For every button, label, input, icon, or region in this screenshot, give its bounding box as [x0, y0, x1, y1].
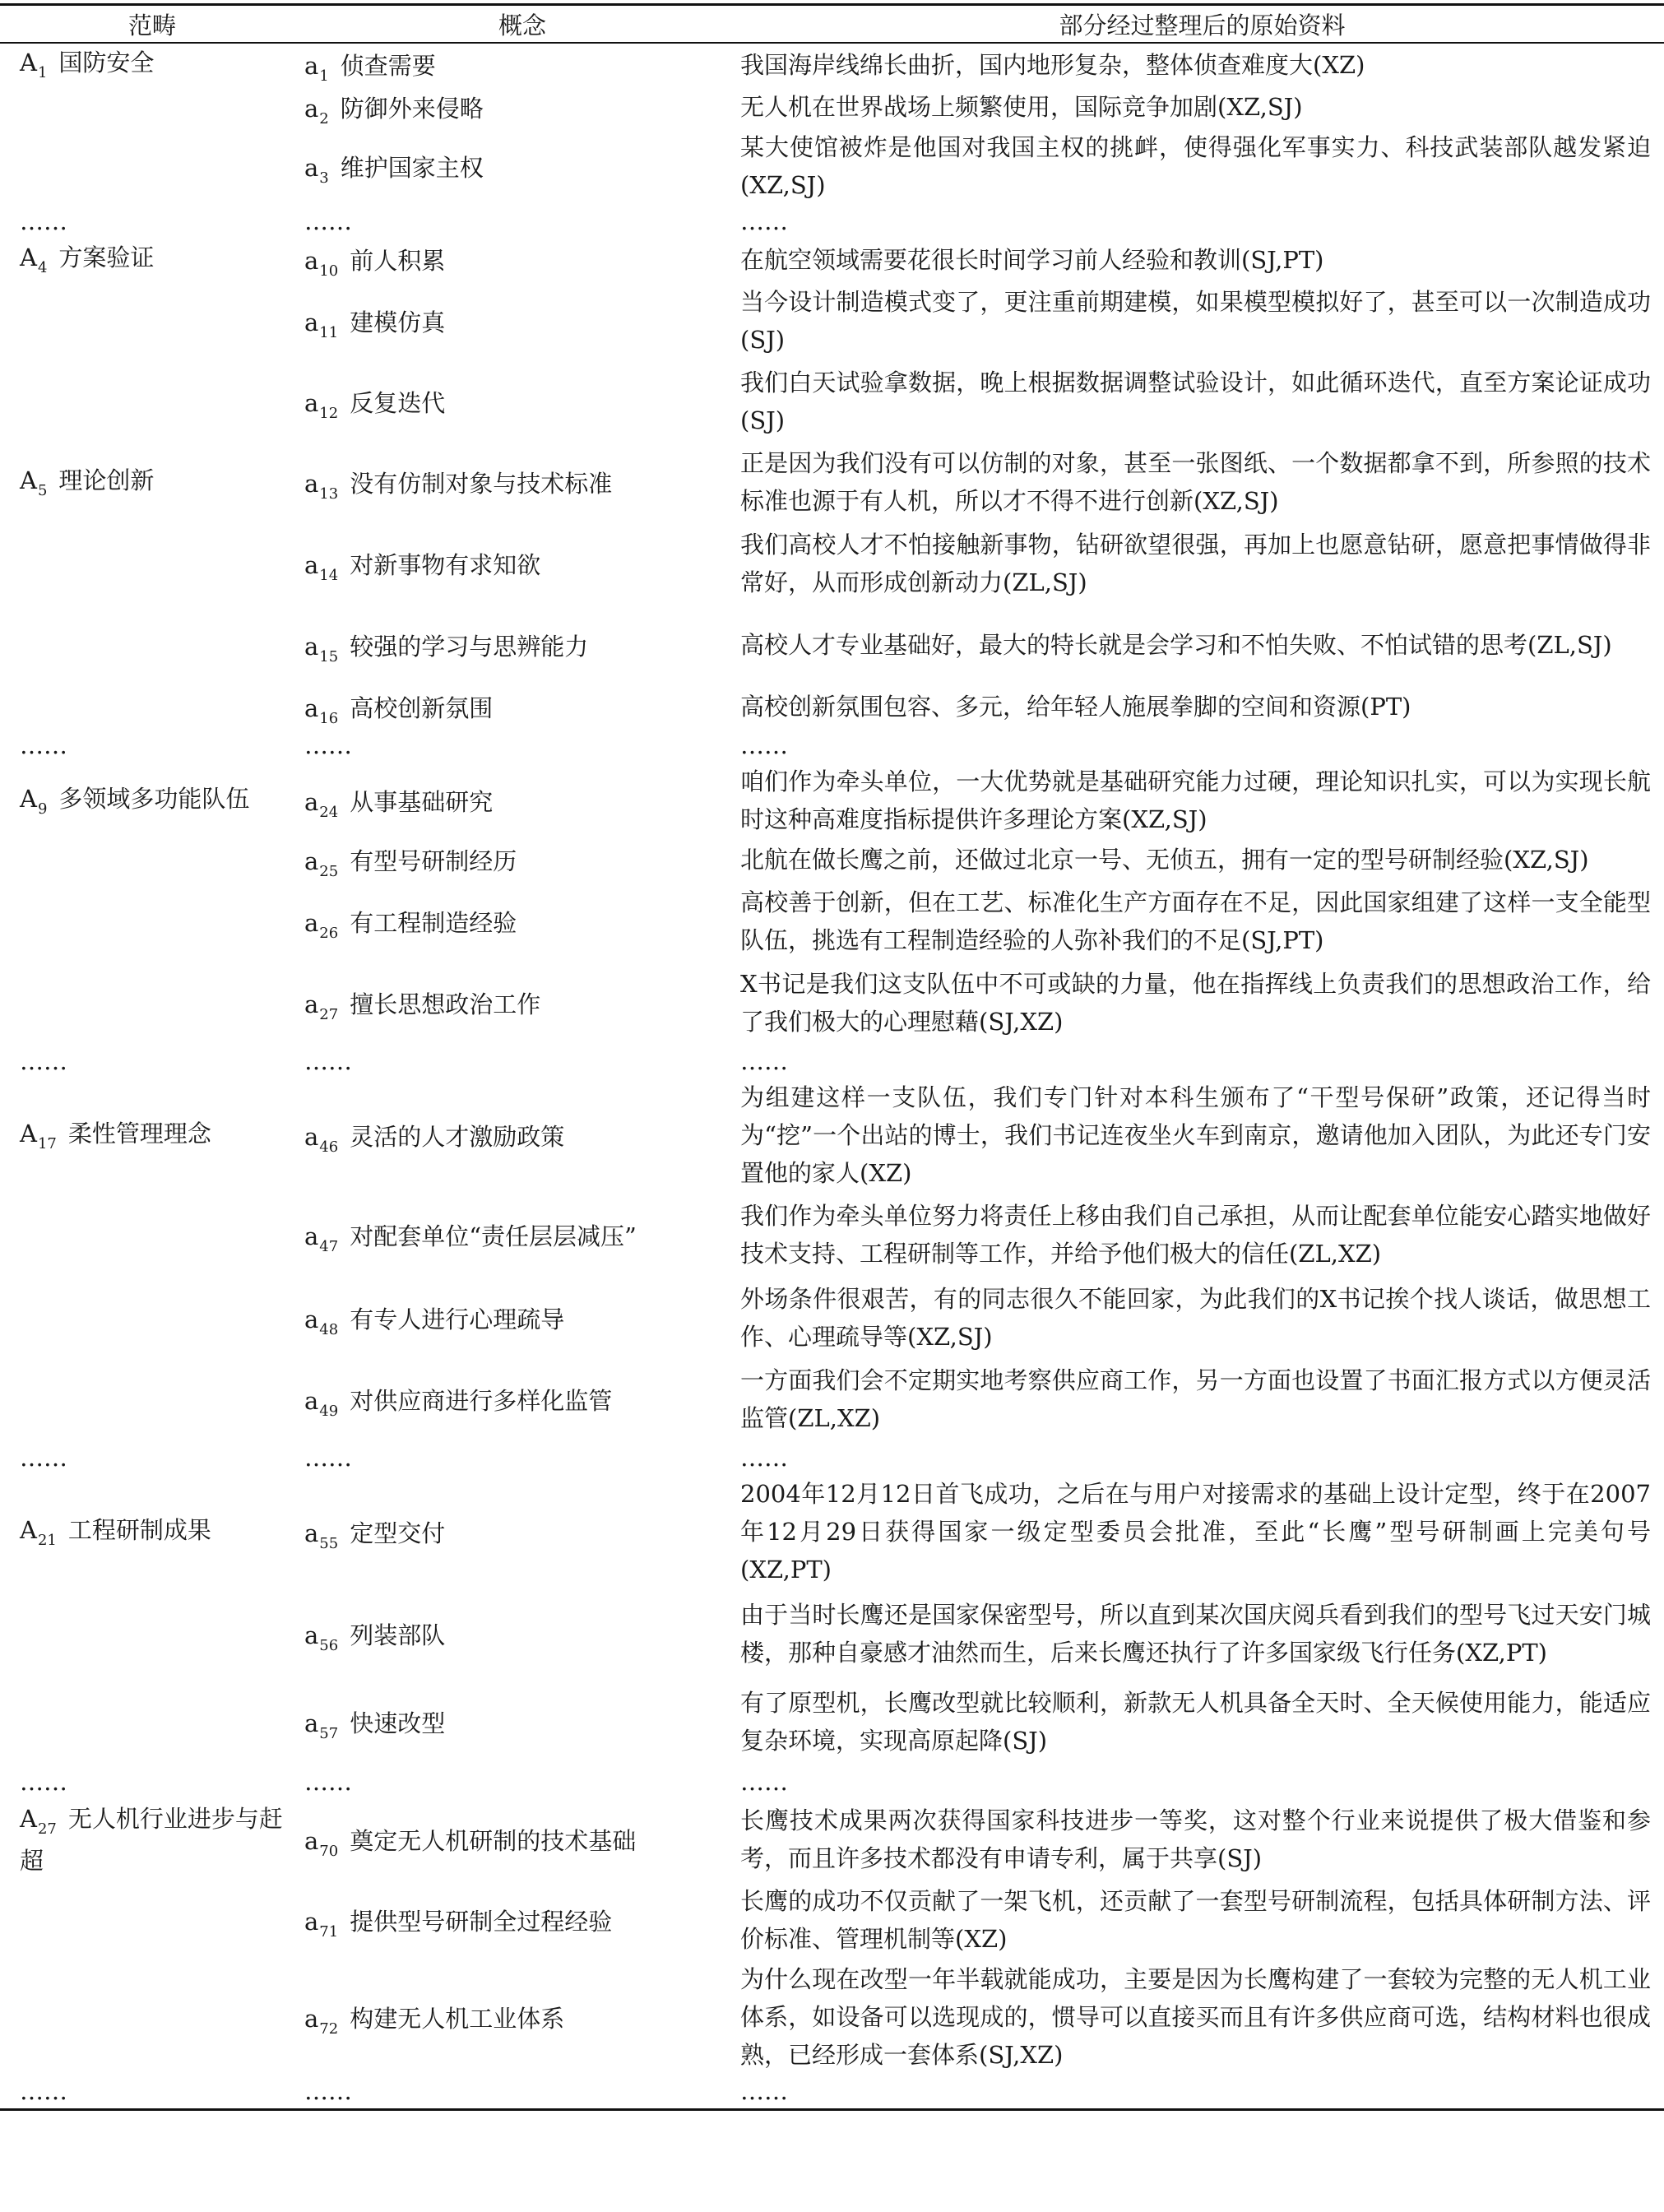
- table-row: [0, 1799, 1664, 1880]
- material-cell: X书记是我们这支队伍中不可或缺的力量，他在指挥线上负责我们的思想政治工作，给了我们极大的心理慰藉(SJ,XZ): [740, 970, 1651, 1036]
- concept-name: 对配套单位“责任层层减压”: [350, 1222, 637, 1250]
- category-name: 无人机行业进步与赶超: [20, 1804, 283, 1875]
- concept-name: 擅长思想政治工作: [350, 990, 541, 1018]
- concept-cell: [304, 605, 740, 685]
- concept-name: 维护国家主权: [340, 153, 484, 182]
- category-name: 多领域多功能队伍: [58, 784, 250, 813]
- table-row: [0, 1475, 1664, 1588]
- material-cell: 当今设计制造模式变了，更注重前期建模，如果模型模拟好了，甚至可以一次制造成功(SJ): [740, 288, 1651, 354]
- category-cell: [0, 685, 304, 728]
- concept-code: a: [304, 388, 319, 417]
- ellipsis-cell: ……: [304, 1444, 352, 1472]
- concept-cell: [304, 1475, 740, 1588]
- concept-name: 快速改型: [350, 1709, 446, 1737]
- category-code: A: [20, 466, 37, 494]
- category-cell: [0, 86, 304, 128]
- material-cell: 北航在做长鹰之前，还做过北京一号、无侦五，拥有一定的型号研制经验(XZ,SJ): [740, 846, 1589, 874]
- ellipsis-cell: ……: [304, 731, 352, 759]
- category-cell: [0, 1588, 304, 1679]
- material-cell: 我国海岸线绵长曲折，国内地形复杂，整体侦查难度大(XZ): [740, 50, 1365, 79]
- concept-cell: [304, 239, 740, 281]
- ellipsis-cell: ……: [304, 207, 352, 235]
- material-cell: 2004年12月12日首飞成功，之后在与用户对接需求的基础上设计定型，终于在2007年12月29日获得国家一级定型委员会批准，至此“长鹰”型号研制画上完美句号(XZ,PT): [740, 1480, 1651, 1584]
- category-subscript: 17: [37, 1134, 57, 1152]
- material-cell: 我们白天试验拿数据，晚上根据数据调整试验设计，如此循环迭代，直至方案论证成功(SJ): [740, 369, 1651, 434]
- concept-name: 反复迭代: [350, 388, 446, 417]
- concept-cell: [304, 1679, 740, 1764]
- concept-cell: [304, 442, 740, 522]
- category-subscript: 9: [37, 800, 48, 818]
- category-cell: [0, 361, 304, 442]
- concept-name: 列装部队: [350, 1621, 446, 1649]
- category-name: 工程研制成果: [67, 1515, 211, 1544]
- header-concept: 概念: [498, 11, 546, 39]
- material-cell: 正是因为我们没有可以仿制的对象，甚至一张图纸、一个数据都拿不到，所参照的技术标准也源于有人机，所以才不得不进行创新(XZ,SJ): [740, 449, 1651, 515]
- material-cell: 无人机在世界战场上频繁使用，国际竞争加剧(XZ,SJ): [740, 93, 1303, 121]
- concept-code: a: [304, 2004, 319, 2033]
- concept-code: a: [304, 846, 319, 875]
- concept-cell: [304, 1078, 740, 1192]
- category-name: 柔性管理理念: [67, 1119, 211, 1148]
- table-row: [0, 239, 1664, 281]
- concept-cell: [304, 281, 740, 361]
- concept-code: a: [304, 693, 319, 722]
- concept-cell: [304, 1960, 740, 2074]
- concept-code: a: [304, 52, 319, 80]
- concept-subscript: 57: [319, 1724, 339, 1742]
- header-category: 范畴: [127, 11, 176, 39]
- ellipsis-cell: ……: [740, 1047, 788, 1075]
- concept-subscript: 48: [319, 1320, 339, 1338]
- concept-name: 构建无人机工业体系: [350, 2004, 565, 2033]
- concept-cell: [304, 86, 740, 128]
- ellipsis-cell: ……: [20, 1444, 67, 1472]
- header-material: 部分经过整理后的原始资料: [1059, 11, 1346, 39]
- concept-cell: [304, 881, 740, 962]
- category-cell: [0, 838, 304, 881]
- material-cell: 为组建这样一支队伍，我们专门针对本科生颁布了“干型号保研”政策，还记得当时为“挖”一个出站的博士，我们书记连夜坐火车到南京，邀请他加入团队，为此还专门安置他的家人(XZ): [740, 1083, 1651, 1187]
- category-subscript: 1: [37, 64, 48, 81]
- ellipsis-row: [0, 1764, 1664, 1799]
- table-row: [0, 1192, 1664, 1278]
- concept-code: a: [304, 1907, 319, 1936]
- table-row: [0, 1679, 1664, 1764]
- ellipsis-cell: ……: [20, 2077, 67, 2105]
- material-cell: 长鹰的成功不仅贡献了一架飞机，还贡献了一套型号研制流程，包括具体研制方法、评价标准、管理机制等(XZ): [740, 1887, 1651, 1953]
- category-subscript: 21: [37, 1531, 57, 1549]
- table-row: [0, 361, 1664, 442]
- table-body: [0, 43, 1664, 2110]
- category-cell: [0, 1278, 304, 1358]
- table-row: [0, 1078, 1664, 1192]
- concept-subscript: 46: [319, 1138, 339, 1156]
- category-cell: [0, 442, 304, 522]
- concept-code: a: [304, 787, 319, 816]
- ellipsis-cell: ……: [304, 1047, 352, 1075]
- concept-code: a: [304, 94, 319, 123]
- material-cell: 外场条件很艰苦，有的同志很久不能回家，为此我们的X书记挨个找人谈话，做思想工作、心理疏导等(XZ,SJ): [740, 1285, 1651, 1351]
- material-cell: 一方面我们会不定期实地考察供应商工作，另一方面也设置了书面汇报方式以方便灵活监管(ZL,XZ): [740, 1366, 1651, 1432]
- table-row: [0, 1880, 1664, 1960]
- table-row: [0, 43, 1664, 86]
- category-cell: [0, 1358, 304, 1440]
- category-cell: [0, 43, 304, 86]
- category-name: 理论创新: [58, 466, 155, 494]
- table-row: [0, 86, 1664, 128]
- material-cell: 在航空领域需要花很长时间学习前人经验和教训(SJ,PT): [740, 245, 1324, 274]
- ellipsis-cell: ……: [740, 207, 788, 235]
- concept-cell: [304, 962, 740, 1044]
- concept-subscript: 10: [319, 262, 339, 280]
- material-cell: 咱们作为牵头单位，一大优势就是基础研究能力过硬，理论知识扎实，可以为实现长航时这种高难度指标提供许多理论方案(XZ,SJ): [740, 767, 1651, 833]
- table-row: [0, 281, 1664, 361]
- category-cell: [0, 1192, 304, 1278]
- concept-code: a: [304, 1386, 319, 1415]
- category-cell: [0, 128, 304, 204]
- category-cell: [0, 605, 304, 685]
- concept-subscript: 25: [319, 862, 339, 880]
- concept-subscript: 55: [319, 1534, 339, 1552]
- concept-code: a: [304, 1621, 319, 1649]
- concept-code: a: [304, 469, 319, 498]
- concept-subscript: 3: [319, 169, 329, 187]
- table-row: [0, 605, 1664, 685]
- table-row: [0, 128, 1664, 204]
- concept-name: 有型号研制经历: [350, 846, 517, 875]
- concept-cell: [304, 361, 740, 442]
- category-cell: [0, 1475, 304, 1588]
- material-cell: 高校创新氛围包容、多元，给年轻人施展拳脚的空间和资源(PT): [740, 693, 1411, 721]
- concept-name: 对新事物有求知欲: [350, 550, 541, 579]
- concept-subscript: 2: [319, 109, 329, 128]
- category-code: A: [20, 49, 37, 77]
- concept-cell: [304, 1588, 740, 1679]
- category-subscript: 27: [37, 1820, 57, 1838]
- concept-subscript: 72: [319, 2020, 339, 2038]
- concept-subscript: 13: [319, 485, 339, 503]
- ellipsis-cell: ……: [20, 207, 67, 235]
- concept-cell: [304, 1278, 740, 1358]
- concept-code: a: [304, 550, 319, 579]
- concept-subscript: 70: [319, 1842, 339, 1860]
- material-cell: 高校善于创新，但在工艺、标准化生产方面存在不足，因此国家组建了这样一支全能型队伍，挑选有工程制造经验的人弥补我们的不足(SJ,PT): [740, 888, 1651, 954]
- concept-name: 前人积累: [350, 247, 446, 275]
- category-name: 国防安全: [58, 49, 155, 77]
- category-cell: [0, 962, 304, 1044]
- concept-code: a: [304, 1826, 319, 1855]
- category-cell: [0, 1679, 304, 1764]
- concept-name: 建模仿真: [350, 308, 446, 336]
- concept-cell: [304, 763, 740, 838]
- concept-cell: [304, 1880, 740, 1960]
- concept-code: a: [304, 153, 319, 182]
- concept-name: 有专人进行心理疏导: [350, 1305, 565, 1333]
- category-cell: [0, 763, 304, 838]
- concept-subscript: 71: [319, 1922, 339, 1941]
- concept-subscript: 1: [319, 67, 329, 85]
- coding-table: [0, 3, 1664, 2111]
- category-subscript: 5: [37, 481, 48, 499]
- material-cell: 某大使馆被炸是他国对我国主权的挑衅，使得强化军事实力、科技武装部队越发紧迫(XZ,SJ): [740, 133, 1651, 199]
- ellipsis-row: [0, 728, 1664, 763]
- concept-subscript: 14: [319, 566, 339, 584]
- concept-name: 定型交付: [350, 1519, 446, 1547]
- table-row: [0, 1358, 1664, 1440]
- ellipsis-row: [0, 204, 1664, 239]
- concept-cell: [304, 838, 740, 881]
- material-cell: 高校人才专业基础好，最大的特长就是会学习和不怕失败、不怕试错的思考(ZL,SJ): [740, 631, 1612, 659]
- material-cell: 有了原型机，长鹰改型就比较顺利，新款无人机具备全天时、全天候使用能力，能适应复杂环境，实现高原起降(SJ): [740, 1689, 1651, 1755]
- concept-subscript: 56: [319, 1636, 339, 1654]
- category-cell: [0, 281, 304, 361]
- ellipsis-row: [0, 2074, 1664, 2110]
- concept-cell: [304, 128, 740, 204]
- concept-name: 防御外来侵略: [340, 94, 484, 123]
- ellipsis-row: [0, 1440, 1664, 1475]
- table-row: [0, 763, 1664, 838]
- concept-name: 对供应商进行多样化监管: [350, 1386, 613, 1415]
- table-row: [0, 1960, 1664, 2074]
- concept-subscript: 26: [319, 924, 339, 942]
- concept-code: a: [304, 247, 319, 275]
- ellipsis-row: [0, 1044, 1664, 1078]
- concept-subscript: 47: [319, 1237, 339, 1255]
- category-cell: [0, 1880, 304, 1960]
- concept-subscript: 49: [319, 1402, 339, 1420]
- table-header-row: [0, 5, 1664, 44]
- category-name: 方案验证: [58, 243, 155, 271]
- concept-cell: [304, 685, 740, 728]
- concept-name: 侦查需要: [340, 52, 436, 80]
- concept-code: a: [304, 1222, 319, 1250]
- category-cell: [0, 239, 304, 281]
- table-row: [0, 838, 1664, 881]
- concept-code: a: [304, 308, 319, 336]
- concept-name: 有工程制造经验: [350, 908, 517, 937]
- concept-cell: [304, 1192, 740, 1278]
- material-cell: 我们高校人才不怕接触新事物，钻研欲望很强，再加上也愿意钻研，愿意把事情做得非常好，从而形成创新动力(ZL,SJ): [740, 531, 1651, 596]
- table-row: [0, 881, 1664, 962]
- ellipsis-cell: ……: [740, 731, 788, 759]
- ellipsis-cell: ……: [20, 1768, 67, 1796]
- concept-code: a: [304, 908, 319, 937]
- concept-subscript: 15: [319, 647, 339, 665]
- concept-cell: [304, 522, 740, 605]
- material-cell: 长鹰技术成果两次获得国家科技进步一等奖，这对整个行业来说提供了极大借鉴和参考，而且许多技术都没有申请专利，属于共享(SJ): [740, 1806, 1651, 1872]
- table-row: [0, 442, 1664, 522]
- concept-code: a: [304, 1305, 319, 1333]
- concept-code: a: [304, 1519, 319, 1547]
- table-row: [0, 522, 1664, 605]
- concept-subscript: 16: [319, 709, 339, 727]
- table-row: [0, 685, 1664, 728]
- concept-name: 高校创新氛围: [350, 693, 494, 722]
- concept-cell: [304, 43, 740, 86]
- concept-code: a: [304, 632, 319, 661]
- ellipsis-cell: ……: [740, 1444, 788, 1472]
- category-code: A: [20, 243, 37, 271]
- category-cell: [0, 1960, 304, 2074]
- concept-name: 奠定无人机研制的技术基础: [350, 1826, 637, 1855]
- ellipsis-cell: ……: [20, 731, 67, 759]
- concept-name: 较强的学习与思辨能力: [350, 632, 589, 661]
- concept-code: a: [304, 1709, 319, 1737]
- concept-name: 灵活的人才激励政策: [350, 1122, 565, 1151]
- concept-subscript: 11: [319, 323, 339, 341]
- category-cell: [0, 1078, 304, 1192]
- ellipsis-cell: ……: [20, 1047, 67, 1075]
- category-cell: [0, 881, 304, 962]
- category-cell: [0, 522, 304, 605]
- concept-subscript: 27: [319, 1005, 339, 1023]
- category-code: A: [20, 1804, 37, 1833]
- concept-code: a: [304, 1122, 319, 1151]
- ellipsis-cell: ……: [740, 1768, 788, 1796]
- material-cell: 为什么现在改型一年半载就能成功，主要是因为长鹰构建了一套较为完整的无人机工业体系，如设备可以选现成的，惯导可以直接买而且有许多供应商可选，结构材料也很成熟，已经形成一套体系(SJ,XZ): [740, 1965, 1651, 2069]
- concept-name: 提供型号研制全过程经验: [350, 1907, 613, 1936]
- ellipsis-cell: ……: [740, 2077, 788, 2105]
- concept-subscript: 24: [319, 803, 339, 821]
- table-row: [0, 1588, 1664, 1679]
- concept-cell: [304, 1799, 740, 1880]
- concept-subscript: 12: [319, 404, 339, 422]
- concept-name: 没有仿制对象与技术标准: [350, 469, 613, 498]
- category-code: A: [20, 1515, 37, 1544]
- table-row: [0, 1278, 1664, 1358]
- concept-code: a: [304, 990, 319, 1018]
- material-cell: 由于当时长鹰还是国家保密型号，所以直到某次国庆阅兵看到我们的型号飞过天安门城楼，那种自豪感才油然而生，后来长鹰还执行了许多国家级飞行任务(XZ,PT): [740, 1601, 1651, 1667]
- concept-name: 从事基础研究: [350, 787, 494, 816]
- category-code: A: [20, 784, 37, 813]
- ellipsis-cell: ……: [304, 2077, 352, 2105]
- concept-cell: [304, 1358, 740, 1440]
- ellipsis-cell: ……: [304, 1768, 352, 1796]
- material-cell: 我们作为牵头单位努力将责任上移由我们自己承担，从而让配套单位能安心踏实地做好技术支持、工程研制等工作，并给予他们极大的信任(ZL,XZ): [740, 1202, 1651, 1268]
- category-cell: [0, 1799, 304, 1880]
- table-row: [0, 962, 1664, 1044]
- category-code: A: [20, 1119, 37, 1148]
- category-subscript: 4: [37, 259, 48, 276]
